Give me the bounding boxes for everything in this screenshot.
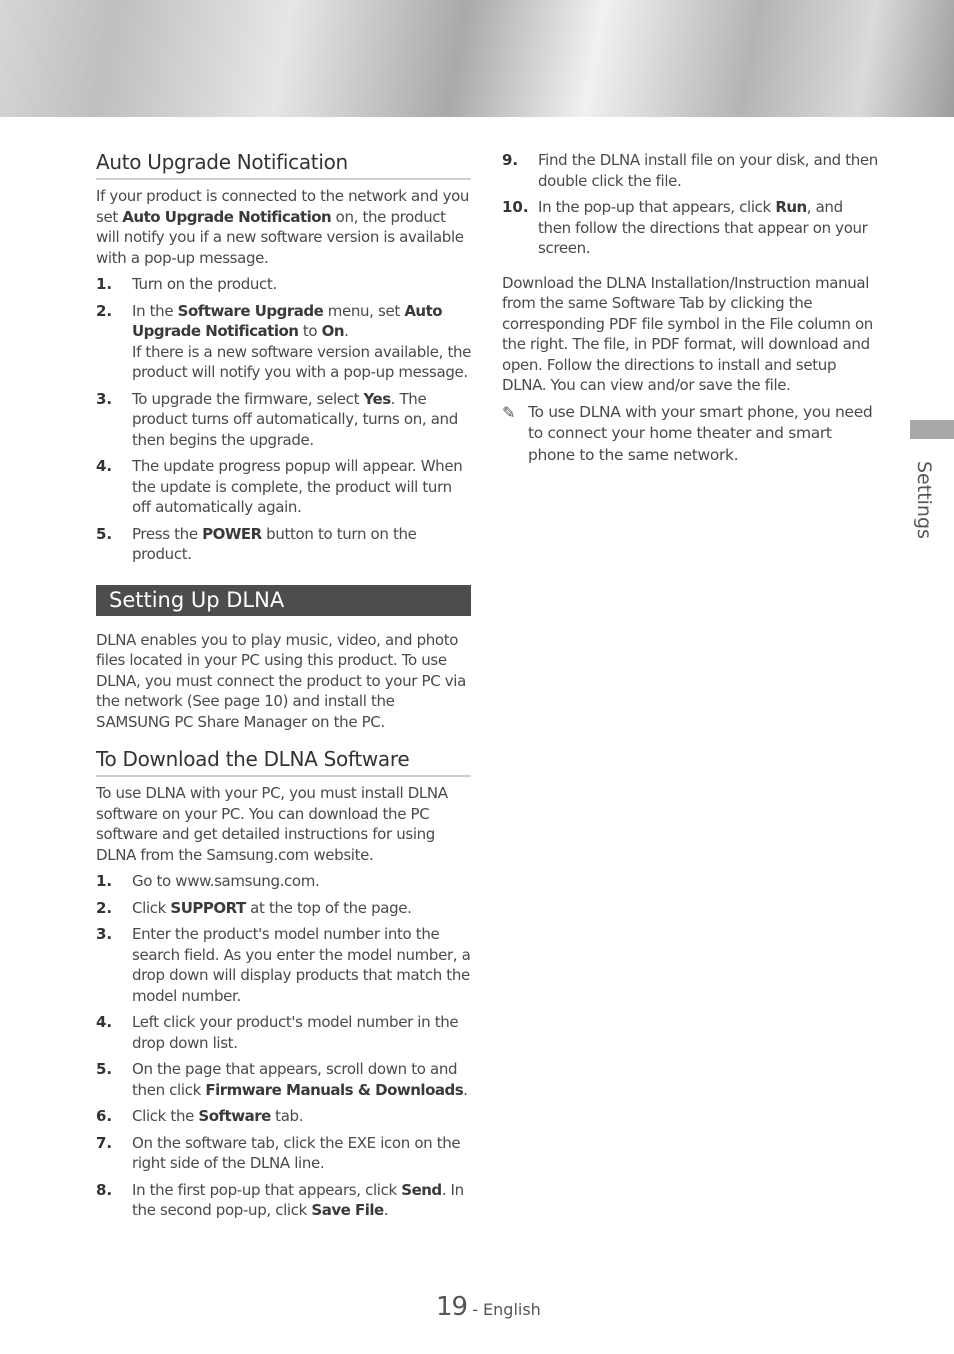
list-item <box>502 150 878 191</box>
text-run: Left click your product's model number in the drop down list. <box>132 1013 459 1052</box>
header-banner <box>0 0 954 117</box>
footer-language: - English <box>472 1300 541 1319</box>
step-number: 6. <box>96 1107 113 1125</box>
step-text <box>132 457 462 516</box>
download-steps-part2 <box>502 150 878 259</box>
section-side-label: Settings <box>913 461 935 539</box>
auto-upgrade-intro <box>96 186 471 268</box>
text-run: On the software tab, click the EXE icon on the right side of the DLNA line. <box>132 1133 461 1172</box>
text-run: Download the DLNA Installation/Instruction manual from the same Software Tab by clicking the corresponding PDF file symbol in the File column on the right. The file, in PDF format, will download and open. Follow the directions to install and setup DLNA. You can view and/or save the file. <box>502 273 873 394</box>
text-run: To upgrade the firmware, select <box>132 389 364 408</box>
text-run: on, the product will notify you if a new software version is available with a pop-up message. <box>96 207 464 267</box>
text-run: Find the DLNA install file on your disk, and then double click the file. <box>538 151 878 190</box>
step-number: 9. <box>502 151 519 169</box>
dlna-intro <box>96 630 471 733</box>
text-run: Click <box>132 898 171 917</box>
step-number: 10. <box>502 198 529 216</box>
step-text <box>132 275 277 293</box>
text-run: , and then follow the directions that appear on your screen. <box>538 198 868 257</box>
step-text <box>132 390 458 449</box>
section-heading-auto-upgrade: Auto Upgrade Notification <box>96 150 471 180</box>
text-run: Click the <box>132 1107 199 1125</box>
emphasis-term: Software <box>198 1107 271 1125</box>
step-number: 3. <box>96 389 113 408</box>
emphasis-term: Save File <box>311 1201 384 1219</box>
list-item <box>96 1012 471 1053</box>
text-run: DLNA enables you to play music, video, and photo files located in your PC using this product. To use DLNA, you must connect the product to your PC via the network (See page 10) and install the SAMSUNG PC Share Manager on the PC. <box>96 630 466 731</box>
text-run: In the <box>132 301 178 320</box>
step-number: 8. <box>96 1180 113 1199</box>
text-run: To use DLNA with your PC, you must install DLNA software on your PC. You can download the PC software and get detailed instructions for using DLNA from the Samsung.com website. <box>96 784 448 864</box>
text-run: In the pop-up that appears, click <box>538 198 776 216</box>
page-footer <box>436 1292 541 1322</box>
text-run: at the top of the page. <box>245 898 412 917</box>
list-item <box>96 1106 471 1127</box>
list-item <box>96 924 471 1006</box>
step-text <box>132 1181 464 1220</box>
emphasis-term: Yes <box>363 389 391 408</box>
text-run: Press the <box>132 524 203 543</box>
auto-upgrade-steps <box>96 274 471 565</box>
step-text <box>132 1134 460 1173</box>
list-item <box>96 456 471 518</box>
text-run: If there is a new software version available, the product will notify you with a pop-up message. <box>132 342 472 381</box>
section-heading-download-dlna: To Download the DLNA Software <box>96 747 471 777</box>
text-run: On the page that appears, scroll down to and then click <box>132 1060 458 1099</box>
step-number: 1. <box>96 275 113 293</box>
list-item <box>502 197 878 259</box>
smartphone-note-text: To use DLNA with your smart phone, you need to connect your home theater and smart phone to the same network. <box>528 402 873 464</box>
section-heading-setting-up-dlna: Setting Up DLNA <box>96 585 471 616</box>
text-run: button to turn on the product. <box>132 524 417 563</box>
text-run: . <box>344 322 349 340</box>
text-run: If your product is connected to the network and you set <box>96 187 470 226</box>
step-text <box>132 1060 468 1099</box>
step-text <box>132 302 471 382</box>
download-after-text <box>502 273 878 396</box>
step-number: 5. <box>96 1060 113 1078</box>
pencil-note-icon: ✎ <box>502 402 516 422</box>
text-run: The update progress popup will appear. When the update is complete, the product will turn off automatically again. <box>132 457 463 516</box>
emphasis-term: Firmware Manuals & Downloads <box>205 1080 464 1099</box>
text-run: tab. <box>270 1107 304 1125</box>
left-column <box>96 150 471 1227</box>
text-run: . <box>463 1080 468 1099</box>
text-run: Go to www.samsung.com. <box>132 872 320 890</box>
step-text <box>132 899 412 917</box>
list-item <box>96 301 471 383</box>
list-item <box>96 1059 471 1100</box>
emphasis-term: Send <box>401 1180 442 1199</box>
download-intro <box>96 783 471 865</box>
step-text <box>538 198 868 257</box>
emphasis-term: On <box>321 322 345 340</box>
step-number: 2. <box>96 301 113 320</box>
step-number: 4. <box>96 457 113 475</box>
list-item <box>96 898 471 919</box>
step-number: 4. <box>96 1013 113 1031</box>
emphasis-term: SUPPORT <box>170 898 246 917</box>
step-number: 2. <box>96 898 113 917</box>
step-number: 5. <box>96 524 113 543</box>
emphasis-term: Auto Upgrade Notification <box>122 207 332 226</box>
emphasis-term: Software Upgrade <box>177 301 324 320</box>
list-item <box>96 524 471 565</box>
text-run: . In the second pop-up, click <box>132 1180 464 1219</box>
list-item <box>96 389 471 451</box>
step-text <box>132 1013 458 1052</box>
step-text <box>132 1107 303 1125</box>
step-number: 7. <box>96 1133 113 1152</box>
list-item <box>96 1180 471 1221</box>
text-run: In the first pop-up that appears, click <box>132 1180 402 1199</box>
text-run: Turn on the product. <box>132 275 277 293</box>
text-run: to <box>298 322 322 340</box>
step-text <box>132 872 319 890</box>
list-item <box>96 274 471 295</box>
text-run: menu, set <box>323 301 405 320</box>
emphasis-term: Auto Upgrade Notification <box>132 301 443 340</box>
step-text <box>538 151 878 190</box>
text-run: Enter the product's model number into the search field. As you enter the model number, a drop down will display products that match the model number. <box>132 925 471 1005</box>
step-number: 3. <box>96 925 113 943</box>
step-text <box>132 925 470 1005</box>
download-steps-part1 <box>96 871 471 1221</box>
list-item <box>96 871 471 892</box>
section-tab-marker <box>910 420 954 439</box>
smartphone-note <box>502 402 878 467</box>
page-number: 19 <box>436 1292 468 1322</box>
step-number: 1. <box>96 872 113 890</box>
step-text <box>132 525 417 564</box>
list-item <box>96 1133 471 1174</box>
right-column <box>502 150 878 466</box>
text-run: . The product turns off automatically, turns on, and then begins the upgrade. <box>132 389 458 449</box>
emphasis-term: Run <box>775 198 807 216</box>
emphasis-term: POWER <box>202 524 262 543</box>
text-run: . <box>383 1201 389 1219</box>
